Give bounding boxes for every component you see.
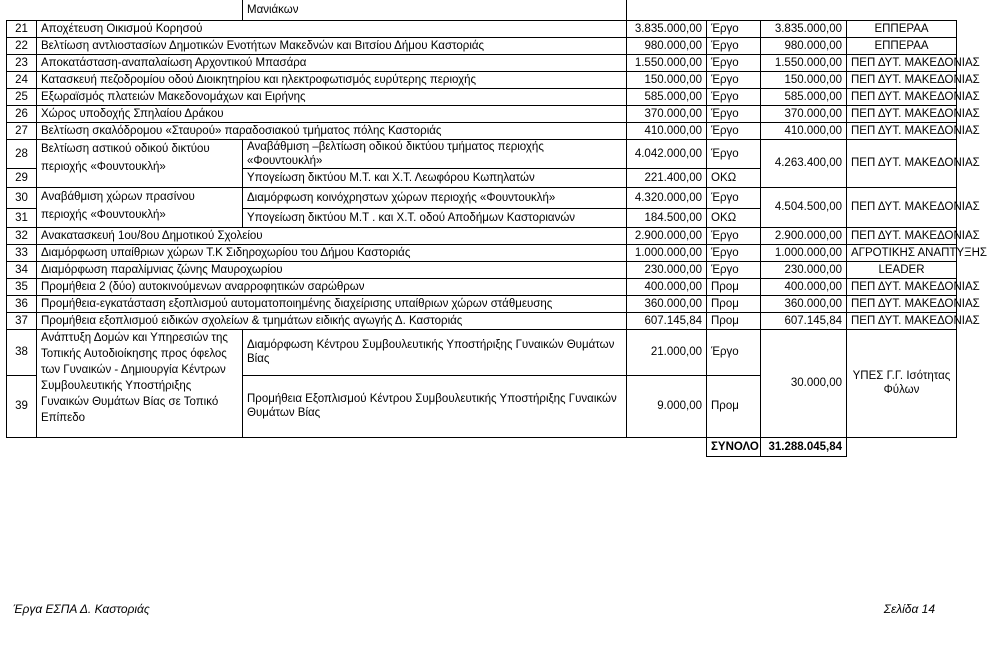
table-row [7,122,957,139]
program-name: ΠΕΠ ΔΥΤ. ΜΑΚΕΔΟΝΙΑΣ [847,139,957,187]
total-budget: 4.263.400,00 [761,139,847,187]
table-row [7,295,957,312]
row-number: 26 [7,105,37,122]
project-title: Αποκατάσταση-αναπαλαίωση Αρχοντικού Μπασάρα [37,54,627,71]
project-type: Έργο [707,329,761,375]
row-number: 33 [7,244,37,261]
program-name: ΠΕΠ ΔΥΤ. ΜΑΚΕΔΟΝΙΑΣ [847,312,957,329]
project-title: Βελτίωση αστικού οδικού δικτύου περιοχής «Φουντουκλή» [37,139,243,187]
total-budget: 585.000,00 [761,88,847,105]
project-type: Έργο [707,20,761,37]
blank-cell [627,0,957,20]
project-title: Ανάπτυξη Δομών και Υπηρεσιών της Τοπικής Αυτοδιοίκησης προς όφελος των Γυναικών - Δημιουργία Κέντρων Συμβουλευτικής Υποστήριξης Γυναικών Θυμάτων Βίας σε Τοπικό Επίπεδο [37,329,243,437]
amount: 184.500,00 [627,208,707,227]
footer-right: Σελίδα 14 [883,602,935,616]
program-name: ΠΕΠ ΔΥΤ. ΜΑΚΕΔΟΝΙΑΣ [847,54,957,71]
amount: 410.000,00 [627,122,707,139]
subproject-title: Αναβάθμιση –βελτίωση οδικού δικτύου τμήματος περιοχής «Φουντουκλή» [243,139,627,168]
table-row [7,71,957,88]
summary-row [7,437,957,456]
project-type: Έργο [707,71,761,88]
amount: 150.000,00 [627,71,707,88]
project-type: Έργο [707,105,761,122]
project-title: Κατασκευή πεζοδρομίου οδού Διοικητηρίου και ηλεκτροφωτισμός ευρύτερης περιοχής [37,71,627,88]
project-title: Προμήθεια εξοπλισμού ειδικών σχολείων & τμημάτων ειδικής αγωγής Δ. Καστοριάς [37,312,627,329]
amount: 400.000,00 [627,278,707,295]
amount: 1.000.000,00 [627,244,707,261]
subproject-title: Υπογείωση δικτύου Μ.Τ. και Χ.Τ. Λεωφόρου Κωπηλατών [243,168,627,187]
amount: 980.000,00 [627,37,707,54]
amount: 230.000,00 [627,261,707,278]
total-budget: 4.504.500,00 [761,187,847,227]
total-budget: 30.000,00 [761,329,847,437]
row-number: 36 [7,295,37,312]
total-budget: 2.900.000,00 [761,227,847,244]
table-row [7,88,957,105]
total-budget: 230.000,00 [761,261,847,278]
project-type: Έργο [707,122,761,139]
program-name: ΠΕΠ ΔΥΤ. ΜΑΚΕΔΟΝΙΑΣ [847,227,957,244]
row-number: 25 [7,88,37,105]
program-name: ΠΕΠ ΔΥΤ. ΜΑΚΕΔΟΝΙΑΣ [847,71,957,88]
program-name: ΠΕΠ ΔΥΤ. ΜΑΚΕΔΟΝΙΑΣ [847,278,957,295]
project-title: Βελτίωση σκαλόδρομου «Σταυρού» παραδοσιακού τμήματος πόλης Καστοριάς [37,122,627,139]
total-budget: 370.000,00 [761,105,847,122]
project-type: ΟΚΩ [707,168,761,187]
header-fragment: Μανιάκων [243,0,627,20]
total-budget: 150.000,00 [761,71,847,88]
subproject-title: Προμήθεια Εξοπλισμού Κέντρου Συμβουλευτικής Υποστήριξης Γυναικών Θυμάτων Βίας [243,375,627,437]
blank-cell [7,0,37,20]
projects-table [6,0,987,457]
row-number: 38 [7,329,37,375]
amount: 9.000,00 [627,375,707,437]
total-budget: 1.000.000,00 [761,244,847,261]
program-name: ΠΕΠ ΔΥΤ. ΜΑΚΕΔΟΝΙΑΣ [847,88,957,105]
total-budget: 410.000,00 [761,122,847,139]
row-number: 35 [7,278,37,295]
total-budget: 400.000,00 [761,278,847,295]
amount: 4.042.000,00 [627,139,707,168]
project-type: ΟΚΩ [707,208,761,227]
project-type: Έργο [707,37,761,54]
project-title: Διαμόρφωση υπαίθριων χώρων Τ.Κ Σιδηροχωρίου του Δήμου Καστοριάς [37,244,627,261]
project-title: Βελτίωση αντλιοστασίων Δημοτικών Ενοτήτων Μακεδνών και Βιτσίου Δήμου Καστοριάς [37,37,627,54]
summary-label: ΣΥΝΟΛΟ [707,437,761,456]
project-type: Προμ [707,295,761,312]
project-title: Εξωραϊσμός πλατειών Μακεδονομάχων και Ειρήνης [37,88,627,105]
project-type: Προμ [707,375,761,437]
subproject-title: Διαμόρφωση κοινόχρηστων χώρων περιοχής «Φουντουκλή» [243,187,627,208]
subproject-title: Υπογείωση δικτύου Μ.Τ . και Χ.Τ. οδού Αποδήμων Καστοριανών [243,208,627,227]
table-row [7,312,957,329]
program-name: ΥΠΕΣ Γ.Γ. Ισότητας Φύλων [847,329,957,437]
total-budget: 607.145,84 [761,312,847,329]
project-title: Προμήθεια-εγκατάσταση εξοπλισμού αυτοματοποιημένης διαχείρισης υπαίθριων χώρων στάθμευσης [37,295,627,312]
blank-cell [7,437,707,456]
amount: 585.000,00 [627,88,707,105]
blank-cell [37,0,243,20]
row-number: 39 [7,375,37,437]
program-name: LEADER [847,261,957,278]
amount: 360.000,00 [627,295,707,312]
row-number: 28 [7,139,37,168]
program-name: ΕΠΠΕΡΑΑ [847,37,957,54]
project-type: Προμ [707,278,761,295]
blank-cell [847,437,957,456]
project-title: Ανακατασκευή 1ου/8ου Δημοτικού Σχολείου [37,227,627,244]
row-number: 27 [7,122,37,139]
project-type: Προμ [707,312,761,329]
table-row [7,105,957,122]
table-row [7,244,957,261]
subproject-title: Διαμόρφωση Κέντρου Συμβουλευτικής Υποστήριξης Γυναικών Θυμάτων Βίας [243,329,627,375]
amount: 2.900.000,00 [627,227,707,244]
project-type: Έργο [707,261,761,278]
table-row [7,278,957,295]
total-budget: 1.550.000,00 [761,54,847,71]
project-title: Διαμόρφωση παραλίμνιας ζώνης Μαυροχωρίου [37,261,627,278]
table-row [7,227,957,244]
program-name: ΑΓΡΟΤΙΚΗΣ ΑΝΑΠΤΥΞΗΣ [847,244,957,261]
project-title: Αναβάθμιση χώρων πρασίνου περιοχής «Φουντουκλή» [37,187,243,227]
row-number: 24 [7,71,37,88]
amount: 21.000,00 [627,329,707,375]
project-type: Έργο [707,88,761,105]
amount: 1.550.000,00 [627,54,707,71]
project-type: Έργο [707,139,761,168]
total-budget: 980.000,00 [761,37,847,54]
footer-left: Έργα ΕΣΠΑ Δ. Καστοριάς [13,602,150,616]
row-number: 30 [7,187,37,208]
table-row [7,329,957,375]
summary-value: 31.288.045,84 [761,437,847,456]
program-name: ΠΕΠ ΔΥΤ. ΜΑΚΕΔΟΝΙΑΣ [847,187,957,227]
amount: 607.145,84 [627,312,707,329]
project-title: Αποχέτευση Οικισμού Κορησού [37,20,627,37]
row-number: 22 [7,37,37,54]
row-number: 29 [7,168,37,187]
project-title: Χώρος υποδοχής Σπηλαίου Δράκου [37,105,627,122]
project-type: Έργο [707,187,761,208]
row-number: 34 [7,261,37,278]
table-row [7,54,957,71]
project-type: Έργο [707,244,761,261]
program-name: ΠΕΠ ΔΥΤ. ΜΑΚΕΔΟΝΙΑΣ [847,122,957,139]
row-number: 21 [7,20,37,37]
table-row [7,261,957,278]
table-row [7,139,957,168]
project-type: Έργο [707,227,761,244]
row-number: 37 [7,312,37,329]
program-name: ΠΕΠ ΔΥΤ. ΜΑΚΕΔΟΝΙΑΣ [847,295,957,312]
program-name: ΠΕΠ ΔΥΤ. ΜΑΚΕΔΟΝΙΑΣ [847,105,957,122]
program-name: ΕΠΠΕΡΑΑ [847,20,957,37]
amount: 221.400,00 [627,168,707,187]
total-budget: 360.000,00 [761,295,847,312]
project-type: Έργο [707,54,761,71]
table-row [7,187,957,208]
table-row [7,20,957,37]
row-number: 31 [7,208,37,227]
amount: 4.320.000,00 [627,187,707,208]
project-title: Προμήθεια 2 (δύο) αυτοκινούμενων αναρροφητικών σαρώθρων [37,278,627,295]
table-row [7,37,957,54]
amount: 3.835.000,00 [627,20,707,37]
row-number: 32 [7,227,37,244]
amount: 370.000,00 [627,105,707,122]
row-number: 23 [7,54,37,71]
total-budget: 3.835.000,00 [761,20,847,37]
